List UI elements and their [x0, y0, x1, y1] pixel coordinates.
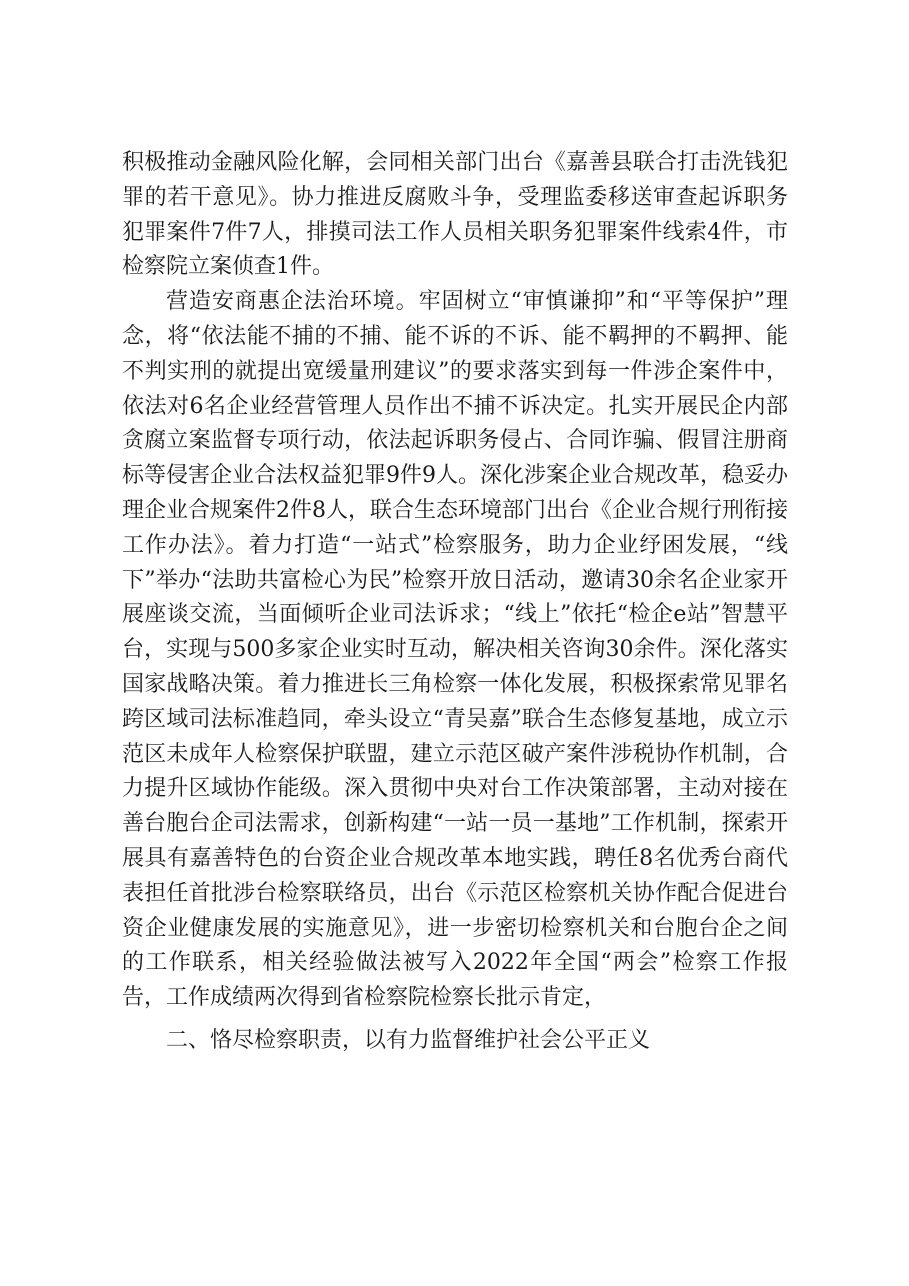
document-body	[122, 146, 788, 1059]
section-heading: 二、恪尽检察职责，以有力监督维护社会公平正义	[166, 1027, 651, 1053]
paragraph-financial-risk: 积极推动金融风险化解，会同相关部门出台《嘉善县联合打击洗钱犯罪的若干意见》。协力推进反腐败斗争，受理监委移送审查起诉职务犯罪案件7件7人，排摸司法工作人员相关职务犯罪案件线索4件，市检察院立案侦查1件。	[122, 150, 788, 280]
paragraph-business-environment: 营造安商惠企法治环境。牢固树立“审慎谦抑”和“平等保护”理念，将“依法能不捕的不捕、能不诉的不诉、能不羁押的不羁押、能不判实刑的就提出宽缓量刑建议”的要求落实到每一件涉企案件中，依法对6名企业经营管理人员作出不捕不诉决定。扎实开展民企内部贪腐立案监督专项行动，依法起诉职务侵占、合同诈骗、假冒注册商标等侵害企业合法权益犯罪9件9人。深化涉案企业合规改革，稳妥办理企业合规案件2件8人，联合生态环境部门出台《企业合规行刑衔接工作办法》。着力打造“一站式”检察服务，助力企业纾困发展，“线下”举办“法助共富检心为民”检察开放日活动，邀请30余名企业家开展座谈交流，当面倾听企业司法诉求；“线上”依托“检企e站”智慧平台，实现与500多家企业实时互动，解决相关咨询30余件。深化落实国家战略决策。着力推进长三角检察一体化发展，积极探索常见罪名跨区域司法标准趋同，牵头设立“青吴嘉”联合生态修复基地，成立示范区未成年人检察保护联盟，建立示范区破产案件涉税协作机制，合力提升区域协作能级。深入贯彻中央对台工作决策部署，主动对接在善台胞台企司法需求，创新构建“一站一员一基地”工作机制，探索开展具有嘉善特色的台资企业合规改革本地实践，聘任8名优秀台商代表担任首批涉台检察联络员，出台《示范区检察机关协作配合促进台资企业健康发展的实施意见》，进一步密切检察机关和台胞台企之间的工作联系，相关经验做法被写入2022年全国“两会”检察工作报告，工作成绩两次得到省检察院检察长批示肯定，	[122, 289, 788, 1011]
